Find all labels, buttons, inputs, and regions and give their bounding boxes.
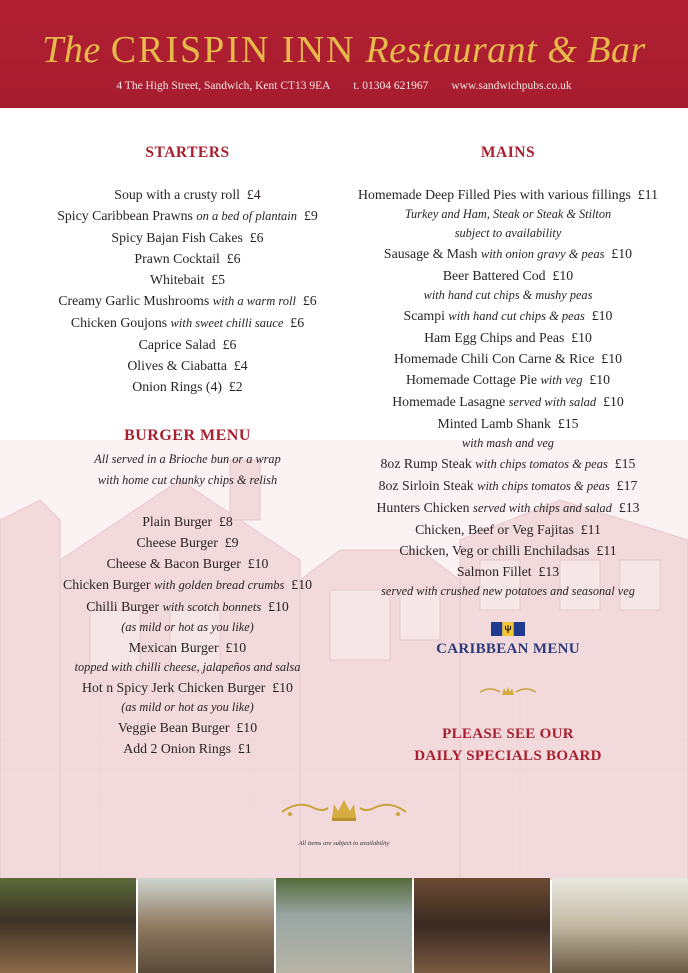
burger-item-name: Cheese & Bacon Burger (106, 556, 241, 571)
burger-note-line2: with home cut chunky chips & relish (97, 473, 278, 487)
main-item-price: £10 (591, 308, 613, 323)
caribbean-menu-label: CARIBBEAN MENU (436, 641, 580, 657)
starter-item-name: Creamy Garlic Mushrooms (58, 293, 210, 308)
burger-item-desc: with golden bread crumbs (153, 578, 285, 592)
burger-item-note: (as mild or hot as you like) (121, 700, 254, 714)
main-item (350, 265, 666, 286)
main-item-price: £13 (618, 500, 640, 515)
main-item-name: Chicken, Veg or chilli Enchiladsas (399, 543, 590, 558)
starters-heading: STARTERS (145, 144, 230, 161)
main-item-price: £17 (616, 478, 638, 493)
availability-note: All items are subject to availability (298, 840, 390, 847)
starter-item-name: Soup with a crusty roll (114, 187, 240, 202)
main-item-name: 8oz Sirloin Steak (378, 478, 474, 493)
starter-item-name: Whitebait (149, 272, 205, 287)
brand-the: The (42, 29, 101, 71)
main-item-name: Salmon Fillet (456, 564, 532, 579)
starter-item-price: £6 (302, 293, 317, 308)
main-item-price: £10 (603, 394, 624, 409)
burger-item-price: £8 (218, 514, 233, 529)
main-item (350, 413, 666, 434)
specials-note (350, 723, 666, 767)
starter-item (30, 184, 345, 205)
starter-item-name: Onion Rings (4) (132, 379, 222, 394)
photo-strip (0, 878, 688, 973)
main-item (350, 561, 666, 582)
starter-item (30, 290, 345, 312)
starter-item-desc: with sweet chilli sauce (170, 316, 284, 330)
main-item (350, 519, 666, 540)
main-item-desc: with chips tomatos & peas (475, 457, 608, 471)
main-item (350, 369, 666, 391)
starter-item-name: Olives & Ciabatta (127, 358, 227, 373)
starter-item (30, 312, 345, 334)
burger-item (30, 596, 345, 618)
main-item-desc: with chips tomatos & peas (477, 479, 610, 493)
starter-item (30, 205, 345, 227)
specials-line1: PLEASE SEE OUR (442, 726, 574, 742)
burger-item-desc: with scotch bonnets (162, 600, 262, 614)
brand-amp: & (547, 29, 578, 71)
main-item-price: £15 (557, 416, 579, 431)
main-item-price: £10 (552, 268, 574, 283)
main-item-name: Ham Egg Chips and Peas (424, 330, 565, 345)
main-item-note: with mash and veg (462, 436, 554, 450)
burgers-list (30, 511, 345, 759)
burger-item (30, 511, 345, 532)
main-item-name: Homemade Deep Filled Pies with various fillings (358, 187, 631, 202)
main-item (350, 327, 666, 348)
address: 4 The High Street, Sandwich, Kent CT13 9EA (116, 80, 331, 92)
main-item (350, 475, 666, 497)
main-item (350, 305, 666, 327)
starter-item-desc: with a warm roll (212, 294, 296, 308)
main-item-note: Turkey and Ham, Steak or Steak & Stilton (404, 207, 612, 221)
main-item-desc: with veg (540, 373, 583, 387)
brand-name: CRISPIN INN (110, 29, 356, 71)
burger-item (30, 677, 345, 698)
main-item-name: Homemade Cottage Pie (405, 372, 537, 387)
main-item-name: Sausage & Mash (383, 246, 478, 261)
main-item-name: 8oz Rump Steak (380, 456, 472, 471)
right-column (350, 144, 666, 601)
burger-item-price: £10 (291, 577, 312, 592)
main-item-price: £10 (611, 246, 633, 261)
burger-item (30, 637, 345, 658)
specials-line2: DAILY SPECIALS BOARD (414, 748, 602, 764)
mains-list (350, 184, 666, 601)
burger-item-name: Cheese Burger (136, 535, 218, 550)
main-item-desc: served with chips and salad (473, 501, 612, 515)
starter-item-price: £2 (228, 379, 243, 394)
starter-item (30, 334, 345, 355)
main-item (350, 497, 666, 519)
starter-item (30, 227, 345, 248)
main-item (350, 540, 666, 561)
photo-dining-room (138, 878, 274, 973)
main-item-price: £13 (538, 564, 560, 579)
main-item-name: Homemade Lasagne (392, 394, 506, 409)
brand-title (0, 28, 688, 72)
starter-item (30, 376, 345, 397)
burger-item-price: £9 (224, 535, 239, 550)
burger-item (30, 553, 345, 574)
burger-item (30, 717, 345, 738)
starter-item-name: Chicken Goujons (70, 315, 168, 330)
starter-item-name: Spicy Bajan Fish Cakes (111, 230, 243, 245)
photo-terrace (276, 878, 412, 973)
main-item-price: £11 (580, 522, 601, 537)
barbados-flag-icon (491, 622, 525, 636)
photo-garden-room (552, 878, 688, 973)
main-item-price: £10 (571, 330, 592, 345)
main-item (350, 184, 666, 205)
burger-item-price: £10 (225, 640, 247, 655)
burger-item-name: Plain Burger (142, 514, 213, 529)
main-item-name: Scampi (403, 308, 445, 323)
main-item-note: with hand cut chips & mushy peas (423, 288, 593, 302)
main-item-note: served with crushed new potatoes and seasonal veg (381, 584, 635, 598)
left-column (30, 144, 345, 759)
burger-item-name: Hot n Spicy Jerk Chicken Burger (82, 680, 266, 695)
main-item (350, 243, 666, 265)
main-item-name: Hunters Chicken (376, 500, 470, 515)
phone: t. 01304 621967 (353, 80, 429, 92)
main-item-price: £15 (614, 456, 636, 471)
burger-item-name: Chicken Burger (63, 577, 151, 592)
burger-menu-heading: BURGER MENU (124, 427, 251, 444)
starters-list (30, 184, 345, 397)
main-item-price: £11 (596, 543, 617, 558)
main-item (350, 453, 666, 475)
starter-item (30, 248, 345, 269)
brand-bar: Bar (587, 29, 646, 71)
burger-item-name: Veggie Bean Burger (117, 720, 230, 735)
main-item-name: Beer Battered Cod (442, 268, 546, 283)
main-item-desc: with hand cut chips & peas (448, 309, 585, 323)
starter-item-price: £6 (290, 315, 305, 330)
burger-item-name: Chilli Burger (86, 599, 160, 614)
main-item-price: £11 (637, 187, 658, 202)
burger-item-name: Mexican Burger (128, 640, 219, 655)
burger-note-line1: All served in a Brioche bun or a wrap (94, 452, 281, 466)
starter-item (30, 269, 345, 290)
photo-bar-interior (0, 878, 136, 973)
burger-item-price: £1 (237, 741, 252, 756)
burger-item-price: £10 (268, 599, 289, 614)
starter-item-price: £9 (303, 208, 318, 223)
starter-item-price: £4 (246, 187, 261, 202)
main-item-desc: with onion gravy & peas (480, 247, 605, 261)
main-item-desc: served with salad (508, 395, 597, 409)
burger-item (30, 532, 345, 553)
starter-item-price: £6 (222, 337, 237, 352)
starter-item-desc: on a bed of plantain (196, 209, 298, 223)
burger-item (30, 574, 345, 596)
starter-item-price: £4 (233, 358, 248, 373)
main-item-note: subject to availability (454, 226, 562, 240)
starter-item-price: £6 (249, 230, 264, 245)
starter-item-name: Spicy Caribbean Prawns (57, 208, 193, 223)
mains-heading: MAINS (480, 144, 536, 161)
header-banner (0, 0, 688, 108)
main-item-price: £10 (601, 351, 622, 366)
starter-item (30, 355, 345, 376)
main-item-name: Minted Lamb Shank (437, 416, 551, 431)
burger-item (30, 738, 345, 759)
crown-ornament-small-icon (478, 684, 538, 698)
website-link[interactable]: www.sandwichpubs.co.uk (451, 80, 572, 92)
burger-item-note: (as mild or hot as you like) (121, 620, 254, 634)
crown-ornament-large-icon (280, 796, 408, 822)
burger-item-price: £10 (247, 556, 269, 571)
main-item-name: Chicken, Beef or Veg Fajitas (415, 522, 574, 537)
photo-bar-counter (414, 878, 550, 973)
burger-item-price: £10 (236, 720, 258, 735)
starter-item-price: £5 (211, 272, 226, 287)
main-item-price: £10 (589, 372, 611, 387)
brand-restaurant: Restaurant (365, 29, 538, 71)
burger-item-price: £10 (272, 680, 293, 695)
main-item-name: Homemade Chili Con Carne & Rice (393, 351, 595, 366)
contact-line (0, 80, 688, 92)
burger-item-note: topped with chilli cheese, jalapeños and salsa (74, 660, 301, 674)
starter-item-name: Prawn Cocktail (134, 251, 220, 266)
main-item (350, 348, 666, 369)
starter-item-price: £6 (226, 251, 241, 266)
main-item (350, 391, 666, 413)
starter-item-name: Caprice Salad (138, 337, 216, 352)
burger-item-name: Add 2 Onion Rings (123, 741, 231, 756)
burger-note (30, 449, 345, 491)
